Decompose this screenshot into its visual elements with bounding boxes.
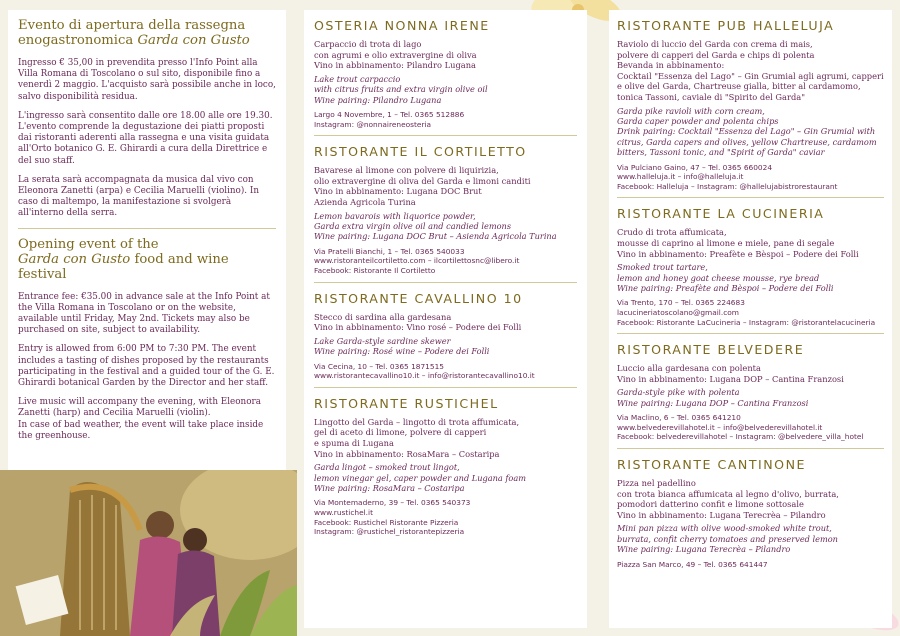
event-en-paragraph-1: Entrance fee: €35.00 in advance sale at the Info Point at the Villa Romana in Toscolano or on the website, available until Friday, May 2nd. Tickets may also be purchased on site, subject to availability. <box>18 291 270 336</box>
divider <box>314 135 577 136</box>
restaurant-osteria-nonna-irene <box>314 18 577 129</box>
restaurant-name: RISTORANTE LA CUCINERIA <box>617 206 825 222</box>
event-en-paragraph-3: Live music will accompany the evening, with Eleonora Zanetti (harp) and Cecilia Maruelli (violin). In case of bad weather, the event will take place inside the greenhouse. <box>18 397 264 441</box>
event-it-paragraph-2: L'ingresso sarà consentito dalle ore 18.00 alle ore 19.30. L'evento comprende la degustazione dei piatti proposti dai ristoranti aderenti alla rassegna e una visita guidata all'Orto botanico G. E. Ghirardi a cura della Direttrice e del suo staff. <box>18 110 273 166</box>
dish-english: Mini pan pizza with olive wood-smoked white trout, burrata, confit cherry tomatoes and preserved lemon Wine pairing: Lugana Terecrèa – Pilandro <box>617 523 838 555</box>
divider <box>314 282 577 283</box>
restaurant-la-cucineria <box>617 206 884 327</box>
restaurant-contact: Largo 4 Novembre, 1 – Tel. 0365 512886 Instagram: @nonnaireneosteria <box>314 110 465 129</box>
restaurant-name: RISTORANTE BELVEDERE <box>617 342 805 358</box>
dish-english: Garda pike ravioli with corn cream, Garda caper powder and polenta chips Drink pairing: Cocktail "Essenza del Lago" – Gin Grumial with citrus, Garda capers and olives, yellow Chartreuse, cardamom bitters, Tassoni tonic, and "Spirit of Garda" caviar <box>617 105 877 158</box>
restaurant-contact: Via Maclino, 6 – Tel. 0365 641210 www.belvederevillahotel.it – info@belvederevillahotel.it Facebook: belvederevillahotel – Instagram: @belvedere_villa_hotel <box>617 413 864 442</box>
dish-italian: Raviolo di luccio del Garda con crema di mais, polvere di capperi del Garda e chips di polenta Bevanda in abbinamento: Cocktail "Essenza del Lago" – Gin Grumial agli agrumi, capperi e olive del Garda, Chartreuse gialla, bitter al cardamomo, tonica Tassoni, caviale di "Spirito del Garda" <box>617 39 884 102</box>
dish-english: Smoked trout tartare, lemon and honey goat cheese mousse, rye bread Wine pairing: Preafète and Bèspoi – Podere dei Folli <box>617 262 834 293</box>
divider <box>617 333 884 334</box>
restaurant-cavallino-10 <box>314 291 577 381</box>
restaurant-il-cortiletto <box>314 144 577 275</box>
divider <box>617 197 884 198</box>
restaurant-contact: Via Montemaderno, 39 – Tel. 0365 540373 www.rustichel.it Facebook: Rustichel Ristorante Pizzeria Instagram: @rustichel_ristorantepizzeria <box>314 498 471 537</box>
dish-italian: Lingotto del Garda – lingotto di trota affumicata, gel di aceto di limone, polvere di capperi e spuma di Lugana Vino in abbinamento: RosaMara – Costaripa <box>314 416 520 459</box>
restaurant-contact: Via Pulciano Gaino, 47 – Tel. 0365 660024 www.halleluja.it – info@halleluja.it Facebook: Halleluja – Instagram: @hallelujabistrorestaurant <box>617 162 838 191</box>
restaurant-name: RISTORANTE IL CORTILETTO <box>314 144 527 160</box>
event-en-paragraph-2: Entry is allowed from 6:00 PM to 7:30 PM. The event includes a tasting of dishes proposed by the restaurants participating in the festival and a guided tour of the G. E. Ghirardi botanical Garden by the Director and her staff. <box>18 344 275 389</box>
restaurant-contact: Via Trento, 170 – Tel. 0365 224683 lacucineriatoscolano@gmail.com Facebook: Ristorante LaCucineria – Instagram: @ristorantelacucineria <box>617 298 876 327</box>
restaurant-belvedere <box>617 342 884 442</box>
restaurant-name: RISTORANTE CAVALLINO 10 <box>314 290 523 306</box>
dish-italian: Luccio alla gardesana con polenta Vino in abbinamento: Lugana DOP – Cantina Franzosi <box>617 363 844 384</box>
event-it-paragraph-3: La serata sarà accompagnata da musica dal vivo con Eleonora Zanetti (arpa) e Cecilia Maruelli (violino). In caso di maltempo, la manifestazione si svolgerà all'interno della serra. <box>18 174 260 219</box>
dish-english: Lemon bavarois with liquorice powder, Garda extra virgin olive oil and candied lemons Wine pairing: Lugana DOC Brut – Asienda Agricola Turina <box>314 210 557 242</box>
restaurant-name: RISTORANTE PUB HALLELUJA <box>617 18 835 33</box>
dish-italian: Bavarese al limone con polvere di liquirizia, olio extravergine di oliva del Garda e limoni canditi Vino in abbinamento: Lugana DOC Brut Azienda Agricola Turina <box>314 165 531 207</box>
restaurants-panel-2 <box>609 10 892 628</box>
dish-italian: Crudo di trota affumicata, mousse di caprino al limone e miele, pane di segale Vino in abbinamento: Preafète e Bèspoi – Podere dei Folli <box>617 227 859 259</box>
event-info-panel <box>8 10 286 470</box>
harp-musicians-photo <box>0 470 297 636</box>
restaurant-contact: Via Pratelli Bianchi, 1 – Tel. 0365 540033 www.ristoranteilcortiletto.com – ilcortilettosnc@libero.it Facebook: Ristorante Il Cortiletto <box>314 246 520 275</box>
dish-italian: Stecco di sardina alla gardesana Vino in abbinamento: Vino rosé – Podere dei Folli <box>314 311 522 333</box>
divider <box>617 448 884 449</box>
restaurant-name: RISTORANTE CANTINONE <box>617 456 806 472</box>
restaurant-cantinone <box>617 457 884 569</box>
divider <box>18 228 276 229</box>
photo-illustration <box>0 470 297 636</box>
event-title-it: Evento di apertura della rassegna enogastronomica Garda con Gusto <box>18 18 250 48</box>
restaurant-contact: Via Cecina, 10 – Tel. 0365 1871515 www.ristorantecavallino10.it – info@ristorantecavallino10.it <box>314 361 535 381</box>
event-title-en: Opening event of the Garda con Gusto food and wine festival <box>18 236 229 282</box>
restaurant-contact: Piazza San Marco, 49 – Tel. 0365 641447 <box>617 559 768 569</box>
divider <box>314 387 577 388</box>
restaurants-panel-1 <box>304 10 587 628</box>
dish-english: Lake trout carpaccio with citrus fruits and extra virgin olive oil Wine pairing: Pilandro Lugana <box>314 73 488 105</box>
restaurant-name: OSTERIA NONNA IRENE <box>314 18 490 33</box>
restaurant-rustichel <box>314 396 577 537</box>
dish-italian: Carpaccio di trota di lago con agrumi e olio extravergine di oliva Vino in abbinamento: Pilandro Lugana <box>314 39 477 71</box>
dish-english: Lake Garda-style sardine skewer Wine pairing: Rosé wine – Podere dei Folli <box>314 335 490 357</box>
restaurant-pub-halleluja <box>617 18 884 191</box>
event-it-paragraph-1: Ingresso € 35,00 in prevendita presso l'Info Point alla Villa Romana di Toscolano o sul sito, disponibile fino a venerdì 2 maggio. L'acquisto sarà possibile anche in loco, salvo disponibilità residua. <box>18 58 276 102</box>
restaurant-name: RISTORANTE RUSTICHEL <box>314 395 499 411</box>
dish-english: Garda lingot – smoked trout lingot, lemon vinegar gel, caper powder and Lugana foam Wine pairing: RosaMara – Costaripa <box>314 462 526 493</box>
dish-english: Garda-style pike with polenta Wine pairing: Lugana DOP – Cantina Franzosi <box>617 387 809 408</box>
dish-italian: Pizza nel padellino con trota bianca affumicata al legno d'olivo, burrata, pomodori datterino confit e limone sottosale Vino in abbinamento: Lugana Terecrèa – Pilandro <box>617 477 839 520</box>
